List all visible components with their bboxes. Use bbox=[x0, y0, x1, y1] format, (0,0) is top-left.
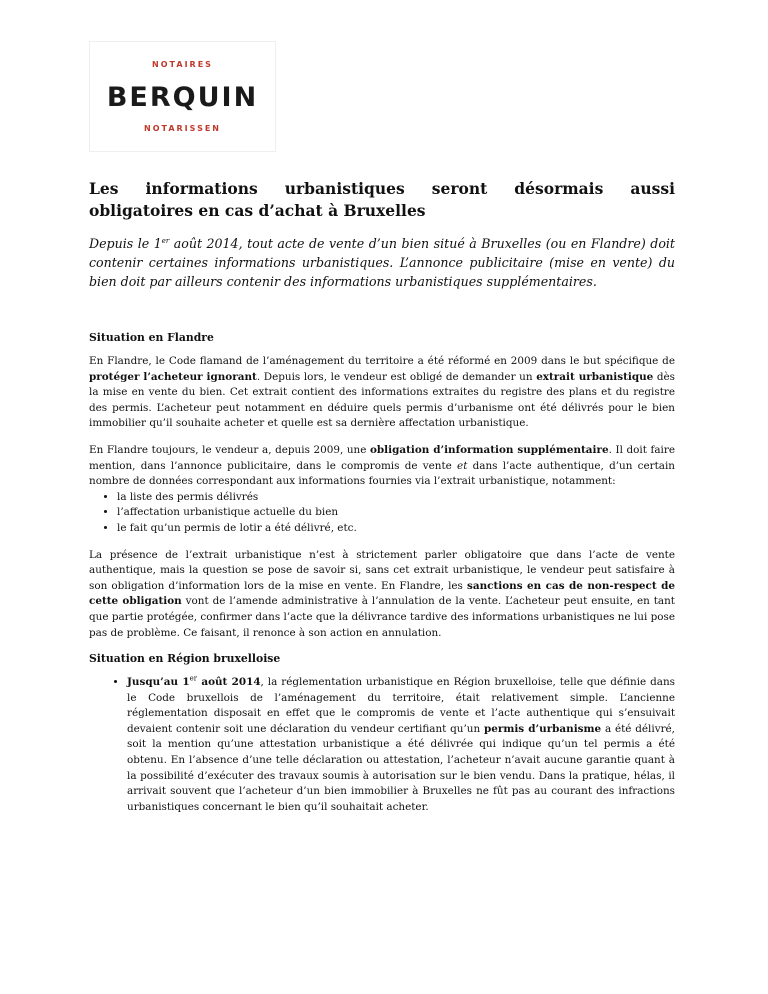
text: vont de l’amende administrative à l’annulation de la vente. L’acheteur peut ensuite, en tant que partie protégée, confirmer dans l’acte que la délivrance tardive des informations urbanistiques ne lui pose pas de problème. Ce faisant, il renonce à son action en annulation. bbox=[89, 595, 675, 639]
bold-text: août 2014 bbox=[197, 676, 261, 689]
lead-text-1: Depuis le 1 bbox=[89, 236, 162, 251]
text: En Flandre toujours, le vendeur a, depuis 2009, une bbox=[89, 443, 370, 456]
title-line-1: Les informations urbanistiques seront désormais aussi bbox=[89, 179, 675, 198]
text: En Flandre, le Code flamand de l’aménagement du territoire a été réformé en 2009 dans le but spécifique de bbox=[89, 355, 675, 367]
document-title bbox=[89, 178, 675, 222]
paragraph-flandre-3 bbox=[89, 548, 675, 642]
lead-text-2: août 2014, tout acte de vente d’un bien situé à Bruxelles (ou en Flandre) doit contenir certaines informations urbanistiques. L’annonce publicitaire (mise en vente) du bien doit par ailleurs contenir des informations urbanistiques supplémentaires. bbox=[89, 236, 675, 289]
text: dès la mise en vente du bien. Cet extrait contient des informations extraites du registre des plans et du registre des permis. L’acheteur peut notamment en déduire quels permis d’urbanisme ont été délivrés pour le bien immobilier qu’il souhaite acheter et quelle est sa dernière affectation urbanistique. bbox=[89, 370, 676, 430]
logo-bottom-text: NOTARISSEN bbox=[144, 124, 221, 133]
section-heading-flandre: Situation en Flandre bbox=[89, 331, 214, 344]
title-line-2: obligatoires en cas d’achat à Bruxelles bbox=[89, 201, 426, 220]
text: . Depuis lors, le vendeur est obligé de demander un bbox=[256, 370, 537, 383]
text: dans l’acte authentique, d’un certain nombre de données correspondant aux informations fournies via l’extrait urbanistique, notamment: bbox=[89, 459, 675, 488]
list-item: • le fait qu’un permis de lotir a été délivré, etc. bbox=[117, 521, 675, 537]
text: La présence de l’extrait urbanistique n’est à strictement parler obligatoire que dans l’acte de vente authentique, mais la question se pose de savoir si, sans cet extrait urbanistique, le vendeur peut satisfaire à son obligation d’information lors de la mise en vente. En Flandre, les bbox=[89, 548, 675, 592]
company-logo bbox=[89, 41, 276, 152]
italic-text: et bbox=[457, 459, 468, 472]
bullet-list-flandre bbox=[89, 490, 675, 537]
text: , la réglementation urbanistique en Région bruxelloise, telle que définie dans le Code bruxellois de l’aménagement du territoire, était relativement simple. L’ancienne réglementation disposait en effet que le compromis de vente et l’acte authentique qui s’ensuivait devaient contenir soit une déclaration du vendeur certifiant qu’un bbox=[127, 676, 675, 735]
paragraph-flandre-2 bbox=[89, 443, 675, 490]
bullet-list-bruxelles bbox=[89, 675, 675, 815]
bold-text: obligation d’information supplémentaire bbox=[369, 443, 609, 456]
list-item: • l’affectation urbanistique actuelle du bien bbox=[117, 505, 675, 521]
document-body bbox=[89, 178, 675, 826]
bold-text: sanctions en cas de non-respect de cette obligation bbox=[89, 579, 675, 608]
section-heading-bruxelles: Situation en Région bruxelloise bbox=[89, 652, 281, 666]
bold-text: protéger l’acheteur ignorant bbox=[89, 370, 257, 383]
list-item: • la liste des permis délivrés bbox=[117, 490, 675, 506]
text: a été délivré, soit la mention qu’une attestation urbanistique a été délivrée qui indique qu’un tel permis a été obtenu. En l’absence d’une telle déclaration ou attestation, l’acheteur n’avait aucune garantie quant à la possibilité d’exécuter des travaux soumis à autorisation sur le bien vendu. Dans la pratique, hélas, il arrivait souvent que l’acheteur d’un bien immobilier à Bruxelles ne fût pas au courant des infractions urbanistiques concernant le bien qu’il souhaitait acheter. bbox=[127, 722, 675, 813]
paragraph-flandre-1 bbox=[89, 354, 675, 432]
logo-name: BERQUIN bbox=[106, 82, 259, 113]
bold-text: permis d’urbanisme bbox=[483, 722, 602, 735]
text: . Il doit faire mention, dans l’annonce publicitaire, dans le compromis de vente bbox=[89, 443, 675, 472]
lead-paragraph bbox=[89, 234, 675, 291]
logo-top-text: NOTAIRES bbox=[152, 60, 213, 69]
bold-text: extrait urbanistique bbox=[536, 370, 654, 383]
list-item bbox=[127, 675, 675, 815]
lead-sup: er bbox=[161, 236, 170, 245]
sup-text: er bbox=[189, 674, 198, 683]
bold-text: Jusqu’au 1 bbox=[127, 676, 190, 689]
